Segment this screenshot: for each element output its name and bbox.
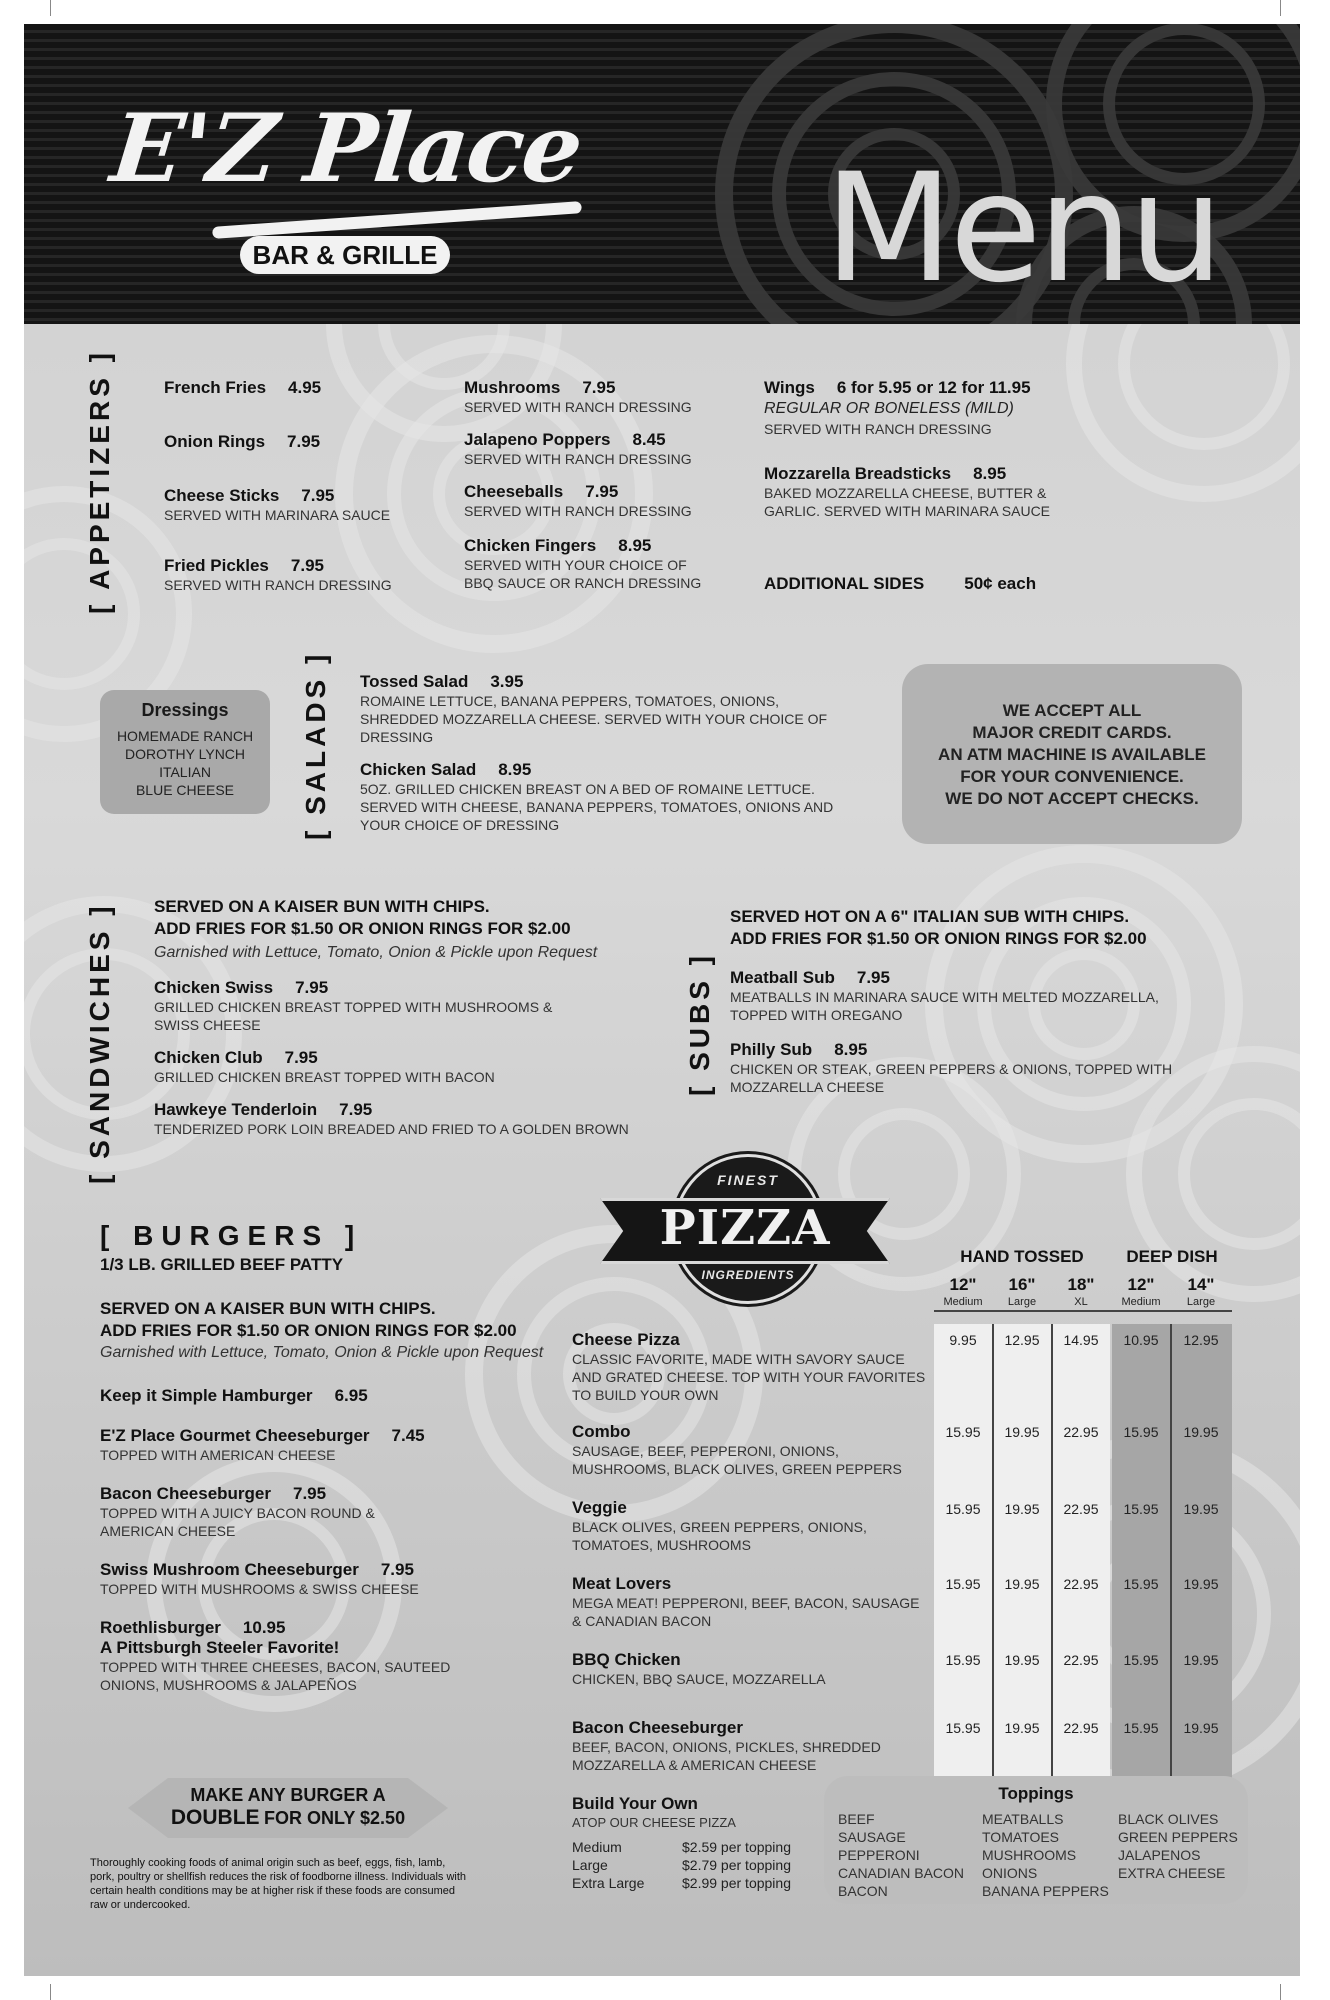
price-cell: 10.95 <box>1123 1332 1159 1348</box>
byo-size-row: Extra Large $2.99 per topping <box>572 1875 791 1891</box>
salads-list <box>360 672 840 834</box>
sandwiches-section-label: [ SANDWICHES ] <box>84 902 115 1184</box>
logo-underline <box>212 201 582 239</box>
price-cell: 15.95 <box>1123 1424 1159 1440</box>
menu-item: Mushrooms 7.95 SERVED WITH RANCH DRESSING <box>464 378 692 415</box>
appetizers-section-label: [ APPETIZERS ] <box>84 349 115 614</box>
dressing-option: ITALIAN <box>159 764 211 780</box>
subs-section-label: [ SUBS ] <box>684 952 715 1096</box>
burgers-section <box>100 1220 560 1694</box>
menu-item: Fried Pickles 7.95 SERVED WITH RANCH DRESSING <box>164 556 392 593</box>
hand-tossed-header: HAND TOSSED <box>960 1247 1084 1266</box>
price-cell: 19.95 <box>1004 1576 1040 1592</box>
sandwiches-list <box>154 896 674 1138</box>
build-your-own: Build Your Own ATOP OUR CHEESE PIZZA Medium $2.59 per topping Large $2.79 per topping Extra Large $2.99 per topping <box>572 1794 822 1892</box>
wings-item: Wings 6 for 5.95 or 12 for 11.95 REGULAR OR BONELESS (MILD) SERVED WITH RANCH DRESSING <box>764 378 1031 437</box>
menu-item: Cheeseballs 7.95 SERVED WITH RANCH DRESSING <box>464 482 692 519</box>
logo-subtitle: BAR & GRILLE <box>240 236 450 274</box>
menu-item: Bacon Cheeseburger 7.95 TOPPED WITH A JUICY BACON ROUND & AMERICAN CHEESE <box>100 1484 375 1539</box>
price-cell: 19.95 <box>1004 1720 1040 1736</box>
pizza-item: Bacon Cheeseburger BEEF, BACON, ONIONS, PICKLES, SHREDDED MOZZARELLA & AMERICAN CHEESE <box>572 1718 881 1773</box>
crop-mark <box>50 1984 51 2000</box>
badge-top-text: FINEST <box>717 1172 779 1188</box>
dressing-option: BLUE CHEESE <box>135 782 235 798</box>
price-cell: 15.95 <box>1123 1720 1159 1736</box>
price-cell: 19.95 <box>1004 1501 1040 1517</box>
pizza-item: Combo SAUSAGE, BEEF, PEPPERONI, ONIONS, MUSHROOMS, BLACK OLIVES, GREEN PEPPERS <box>572 1422 902 1477</box>
burgers-intro: ADD FRIES FOR $1.50 OR ONION RINGS FOR $2.00 <box>100 1321 517 1340</box>
toppings-column: BEEF SAUSAGE PEPPERONI CANADIAN BACON BACON <box>838 1811 965 1899</box>
price-cell: 22.95 <box>1063 1652 1099 1668</box>
subs-intro: SERVED HOT ON A 6" ITALIAN SUB WITH CHIPS. <box>730 907 1130 926</box>
price-cell: 19.95 <box>1183 1424 1219 1440</box>
column-divider <box>1170 1324 1172 1800</box>
menu-item: Jalapeno Poppers 8.45 SERVED WITH RANCH DRESSING <box>464 430 692 467</box>
badge-bottom-text: INGREDIENTS <box>701 1268 795 1282</box>
menu-item: Hawkeye Tenderloin 7.95 TENDERIZED PORK LOIN BREADED AND FRIED TO A GOLDEN BROWN <box>154 1100 629 1137</box>
menu-header <box>24 24 1300 324</box>
menu-item: Chicken Club 7.95 GRILLED CHICKEN BREAST TOPPED WITH BACON <box>154 1048 495 1085</box>
price-cell: 15.95 <box>1123 1576 1159 1592</box>
pizza-item: BBQ Chicken CHICKEN, BBQ SAUCE, MOZZARELLA <box>572 1650 826 1687</box>
subs-list <box>730 906 1210 1096</box>
breadsticks-item: Mozzarella Breadsticks 8.95 BAKED MOZZARELLA CHEESE, BUTTER & GARLIC. SERVED WITH MARINARA SAUCE <box>764 464 1051 519</box>
sandwiches-intro: ADD FRIES FOR $1.50 OR ONION RINGS FOR $2.00 <box>154 919 571 938</box>
menu-item: Philly Sub 8.95 CHICKEN OR STEAK, GREEN PEPPERS & ONIONS, TOPPED WITH MOZZARELLA CHEESE <box>730 1040 1173 1095</box>
price-cell: 19.95 <box>1004 1424 1040 1440</box>
price-cell: 12.95 <box>1183 1332 1219 1348</box>
burgers-note: Garnished with Lettuce, Tomato, Onion & Pickle upon Request <box>100 1344 544 1361</box>
toppings-box <box>824 1776 1248 1904</box>
price-cell: 15.95 <box>945 1652 981 1668</box>
burgers-intro: SERVED ON A KAISER BUN WITH CHIPS. <box>100 1299 436 1318</box>
price-cell: 19.95 <box>1183 1501 1219 1517</box>
pizza-item: Cheese Pizza CLASSIC FAVORITE, MADE WITH SAVORY SAUCE AND GRATED CHEESE. TOP WITH YOUR FAVORITES TO BUILD YOUR OWN <box>572 1330 926 1403</box>
deep-dish-header: DEEP DISH <box>1126 1247 1218 1266</box>
menu-item: Cheese Sticks 7.95 SERVED WITH MARINARA SAUCE <box>164 486 391 523</box>
salads-section-label: [ SALADS ] <box>300 650 331 840</box>
price-cell: 19.95 <box>1004 1652 1040 1668</box>
byo-size-row: Medium $2.59 per topping <box>572 1839 791 1855</box>
menu-item: Meatball Sub 7.95 MEATBALLS IN MARINARA SAUCE WITH MELTED MOZZARELLA, TOPPED WITH OREGANO <box>730 968 1159 1023</box>
dressings-box <box>100 690 270 814</box>
double-burger-banner: MAKE ANY BURGER A DOUBLE FOR ONLY $2.50 <box>170 1785 406 1829</box>
burgers-subtitle: 1/3 LB. GRILLED BEEF PATTY <box>100 1255 344 1274</box>
pizza-item: Meat Lovers MEGA MEAT! PEPPERONI, BEEF, BACON, SAUSAGE & CANADIAN BACON <box>572 1574 920 1629</box>
price-cell: 19.95 <box>1183 1720 1219 1736</box>
menu-item: Roethlisburger 10.95 A Pittsburgh Steeler Favorite! TOPPED WITH THREE CHEESES, BACON, SAUTEED ONIONS, MUSHROOMS & JALAPEÑOS <box>100 1618 460 1694</box>
menu-item: Onion Rings 7.95 <box>164 432 321 451</box>
price-cell: 15.95 <box>945 1576 981 1592</box>
crop-mark <box>1280 1984 1281 2000</box>
burger-tagline: A Pittsburgh Steeler Favorite! <box>100 1638 340 1657</box>
dressing-option: DOROTHY LYNCH <box>124 746 246 762</box>
price-cell: 15.95 <box>945 1720 981 1736</box>
toppings-title: Toppings <box>998 1784 1074 1803</box>
price-cell: 22.95 <box>1063 1720 1099 1736</box>
menu-page <box>24 24 1300 1976</box>
price-cell: 22.95 <box>1063 1501 1099 1517</box>
dressing-option: HOMEMADE RANCH <box>116 728 254 744</box>
price-cell: 19.95 <box>1183 1652 1219 1668</box>
crop-mark <box>50 0 51 16</box>
badge-main-text: PIZZA <box>659 1200 831 1256</box>
size-header: 12" Medium <box>1121 1275 1161 1308</box>
additional-sides: ADDITIONAL SIDES 50¢ each <box>764 574 1037 593</box>
menu-item: French Fries 4.95 <box>164 378 322 397</box>
price-cell: 12.95 <box>1004 1332 1040 1348</box>
toppings-column: MEATBALLS TOMATOES MUSHROOMS ONIONS BANANA PEPPERS <box>982 1811 1109 1899</box>
size-header: 14" Large <box>1186 1275 1216 1308</box>
menu-item: Swiss Mushroom Cheeseburger 7.95 TOPPED WITH MUSHROOMS & SWISS CHEESE <box>100 1560 419 1597</box>
crop-mark <box>1280 0 1281 16</box>
byo-size-row: Large $2.79 per topping <box>572 1857 791 1873</box>
price-cell: 22.95 <box>1063 1576 1099 1592</box>
menu-item: Chicken Fingers 8.95 SERVED WITH YOUR CHOICE OF BBQ SAUCE OR RANCH DRESSING <box>464 536 702 591</box>
menu-item: Tossed Salad 3.95 ROMAINE LETTUCE, BANANA PEPPERS, TOMATOES, ONIONS, SHREDDED MOZZARELLA CHEESE. SERVED WITH YOUR CHOICE OF DRESSING <box>360 672 828 745</box>
price-cell: 15.95 <box>1123 1501 1159 1517</box>
size-header: 16" Large <box>1007 1275 1037 1308</box>
header-rule <box>934 1310 1232 1312</box>
sandwiches-intro: SERVED ON A KAISER BUN WITH CHIPS. <box>154 897 490 916</box>
price-cell: 22.95 <box>1063 1424 1099 1440</box>
price-cell: 15.95 <box>945 1424 981 1440</box>
menu-item: Chicken Swiss 7.95 GRILLED CHICKEN BREAST TOPPED WITH MUSHROOMS & SWISS CHEESE <box>154 978 553 1033</box>
menu-item: Chicken Salad 8.95 5OZ. GRILLED CHICKEN BREAST ON A BED OF ROMAINE LETTUCE. SERVED WITH CHEESE, BANANA PEPPERS, TOMATOES, ONIONS AND YOUR CHOICE OF DRESSING <box>360 760 834 833</box>
pizza-badge <box>600 1152 890 1312</box>
size-header: 18" XL <box>1067 1275 1095 1308</box>
menu-item: Keep it Simple Hamburger 6.95 <box>100 1386 368 1405</box>
burgers-section-label: [ BURGERS ] <box>100 1220 363 1251</box>
food-safety-disclaimer: Thoroughly cooking foods of animal origin such as beef, eggs, fish, lamb, pork, poultry or shellfish reduces the risk of foodborne illness. Individuals with certain health conditions may be at higher risk if these foods are consumed raw or undercooked. <box>90 1857 467 1911</box>
price-cell: 15.95 <box>945 1501 981 1517</box>
dressings-title: Dressings <box>141 700 229 720</box>
payment-notice: WE ACCEPT ALL MAJOR CREDIT CARDS. AN ATM MACHINE IS AVAILABLE FOR YOUR CONVENIENCE. WE DO NOT ACCEPT CHECKS. <box>902 664 1242 844</box>
sandwiches-note: Garnished with Lettuce, Tomato, Onion & Pickle upon Request <box>154 944 598 961</box>
subs-intro: ADD FRIES FOR $1.50 OR ONION RINGS FOR $2.00 <box>730 929 1147 948</box>
size-header: 12" Medium <box>943 1275 983 1308</box>
price-cell: 14.95 <box>1063 1332 1099 1348</box>
price-cell: 15.95 <box>1123 1652 1159 1668</box>
price-cell: 19.95 <box>1183 1576 1219 1592</box>
menu-title: Menu <box>824 142 1220 316</box>
menu-item: E'Z Place Gourmet Cheeseburger 7.45 TOPPED WITH AMERICAN CHEESE <box>100 1426 425 1463</box>
price-cell: 9.95 <box>949 1332 977 1348</box>
toppings-column: BLACK OLIVES GREEN PEPPERS JALAPENOS EXTRA CHEESE <box>1118 1811 1238 1881</box>
restaurant-logo: E'Z Place <box>106 94 586 204</box>
pizza-item: Veggie BLACK OLIVES, GREEN PEPPERS, ONIONS, TOMATOES, MUSHROOMS <box>572 1498 867 1553</box>
